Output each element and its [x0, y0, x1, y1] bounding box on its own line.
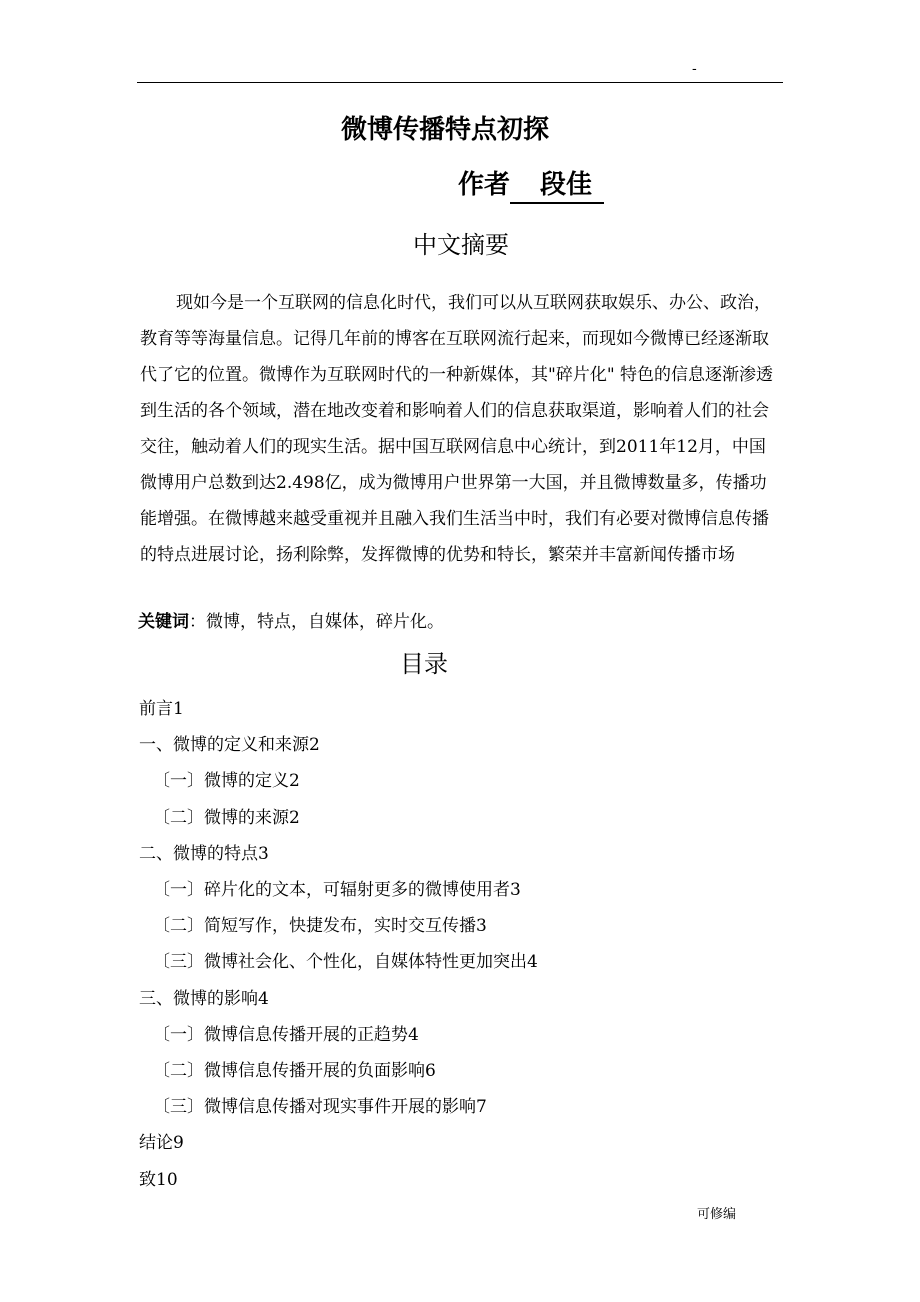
header-mark: - — [692, 61, 697, 77]
keywords-line — [138, 608, 444, 636]
author-label: 作者 — [458, 170, 511, 200]
abstract-paragraph — [140, 285, 782, 573]
footer-label: 可修编 — [697, 1207, 737, 1222]
toc-subentry: 〔一〕微博信息传播开展的正趋势4 — [153, 1024, 419, 1045]
toc-subentry: 〔一〕碎片化的文本，可辐射更多的微博使用者3 — [153, 880, 521, 900]
toc-entry: 一、微博的定义和来源2 — [139, 735, 320, 756]
toc-subentry: 〔二〕微博信息传播开展的负面影响6 — [153, 1061, 436, 1081]
document-title: 微博传播特点初探 — [340, 115, 549, 145]
toc-entry: 致10 — [139, 1169, 178, 1190]
toc-heading: 目录 — [400, 650, 448, 678]
author-line — [458, 167, 604, 204]
abstract-heading: 中文摘要 — [413, 231, 509, 259]
toc-subentry: 〔二〕简短写作，快捷发布，实时交互传播3 — [153, 916, 487, 937]
toc-subentry: 〔二〕微博的来源2 — [153, 807, 300, 828]
toc-entry: 前言1 — [139, 699, 184, 719]
toc-subentry: 〔一〕微博的定义2 — [153, 771, 300, 792]
author-name: 段佳 — [510, 168, 604, 204]
toc-entry: 三、微博的影响4 — [139, 988, 269, 1009]
toc-entry: 二、微博的特点3 — [139, 843, 269, 864]
keywords-text: ：微博，特点，自媒体，碎片化。 — [189, 612, 444, 632]
header-rule — [137, 82, 783, 83]
keywords-label: 关键词 — [138, 612, 189, 632]
abstract-text: 现如今是一个互联网的信息化时代，我们可以从互联网获取娱乐、办公、政治，教育等等海量信息。记得几年前的博客在互联网流行起来，而现如今微博已经逐渐取代了它的位置。微博作为互联网时代的一种新媒体，其"碎片化" 特色的信息逐渐渗透到生活的各个领域，潜在地改变着和影响着人们的信息获取渠道，影响着人们的社会交往，触动着人们的现实生活。据中国互联网信息中心统计，到2011年12月，中国微博用户总数到达2.498亿，成为微博用户世界第一大国，并且微博数量多，传播功能增强。在微博越来越受重视并且融入我们生活当中时，我们有必要对微博信息传播的特点进展讨论，扬利除弊，发挥微博的优势和特长，繁荣并丰富新闻传播市场 — [140, 293, 774, 565]
toc-subentry: 〔三〕微博信息传播对现实事件开展的影响7 — [153, 1097, 487, 1118]
toc-subentry: 〔三〕微博社会化、个性化，自媒体特性更加突出4 — [153, 952, 538, 973]
toc-entry: 结论9 — [139, 1133, 184, 1154]
